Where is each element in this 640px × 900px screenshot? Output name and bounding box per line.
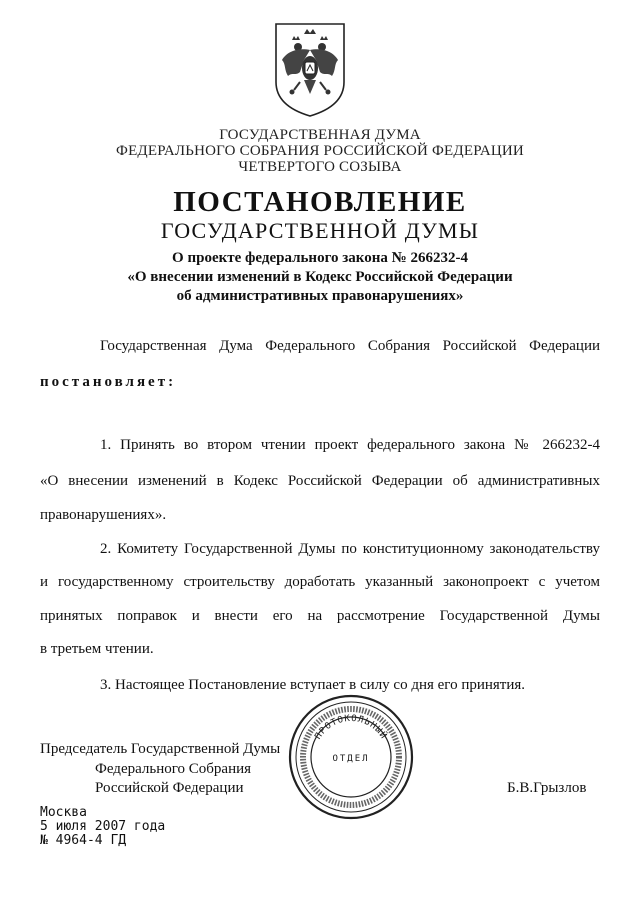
stamp-text-top: ПРОТОКОЛЬНЫЙ (313, 713, 389, 742)
org-name-line-2: ФЕДЕРАЛЬНОГО СОБРАНИЯ РОССИЙСКОЙ ФЕДЕРАЦИИ (116, 143, 524, 159)
item-2-line-1: 2. Комитету Государственной Думы по конституционному законодательству (100, 541, 600, 557)
document-title: ПОСТАНОВЛЕНИЕ (173, 186, 467, 218)
place-of-signing: Москва (40, 805, 87, 820)
org-name-line-3: ЧЕТВЕРТОГО СОЗЫВА (238, 159, 402, 175)
round-seal-stamp-icon (287, 693, 415, 821)
item-1-line-3: правонарушениях». (40, 507, 167, 523)
intro-text: Государственная Дума Федерального Собрания Российской Федерации (100, 338, 600, 354)
signing-date: 5 июля 2007 года (40, 819, 166, 834)
stamp-text-center: ОТДЕЛ (332, 754, 370, 764)
org-name-line-1: ГОСУДАРСТВЕННАЯ ДУМА (219, 127, 421, 143)
item-3-text: 3. Настоящее Постановление вступает в силу со дня его принятия. (100, 677, 526, 693)
signatory-position-line-1: Председатель Государственной Думы (40, 741, 281, 757)
subject-line-2: «О внесении изменений в Кодекс Российской Федерации (127, 269, 513, 285)
signatory-position-line-2: Федерального Собрания (95, 761, 252, 777)
coat-of-arms-icon (270, 20, 350, 120)
signatory-position-line-3: Российской Федерации (95, 780, 244, 796)
document-number: № 4964-4 ГД (40, 833, 127, 848)
decree-word: постановляет: (40, 374, 177, 390)
signatory-name: Б.В.Грызлов (507, 780, 587, 796)
item-2-line-2: и государственному строительству доработать указанный законопроект с учетом (40, 574, 600, 590)
document-subtitle: ГОСУДАРСТВЕННОЙ ДУМЫ (160, 218, 480, 243)
subject-line-1: О проекте федерального закона № 266232-4 (172, 250, 468, 266)
item-2-line-3: принятых поправок и внести его на рассмотрение Государственной Думы (40, 608, 600, 624)
item-2-line-4: в третьем чтении. (40, 641, 154, 657)
item-1-line-1: 1. Принять во втором чтении проект федерального закона № 266232-4 (100, 437, 600, 453)
subject-line-3: об административных правонарушениях» (176, 288, 464, 304)
item-1-line-2: «О внесении изменений в Кодекс Российской Федерации об административных (40, 473, 600, 489)
